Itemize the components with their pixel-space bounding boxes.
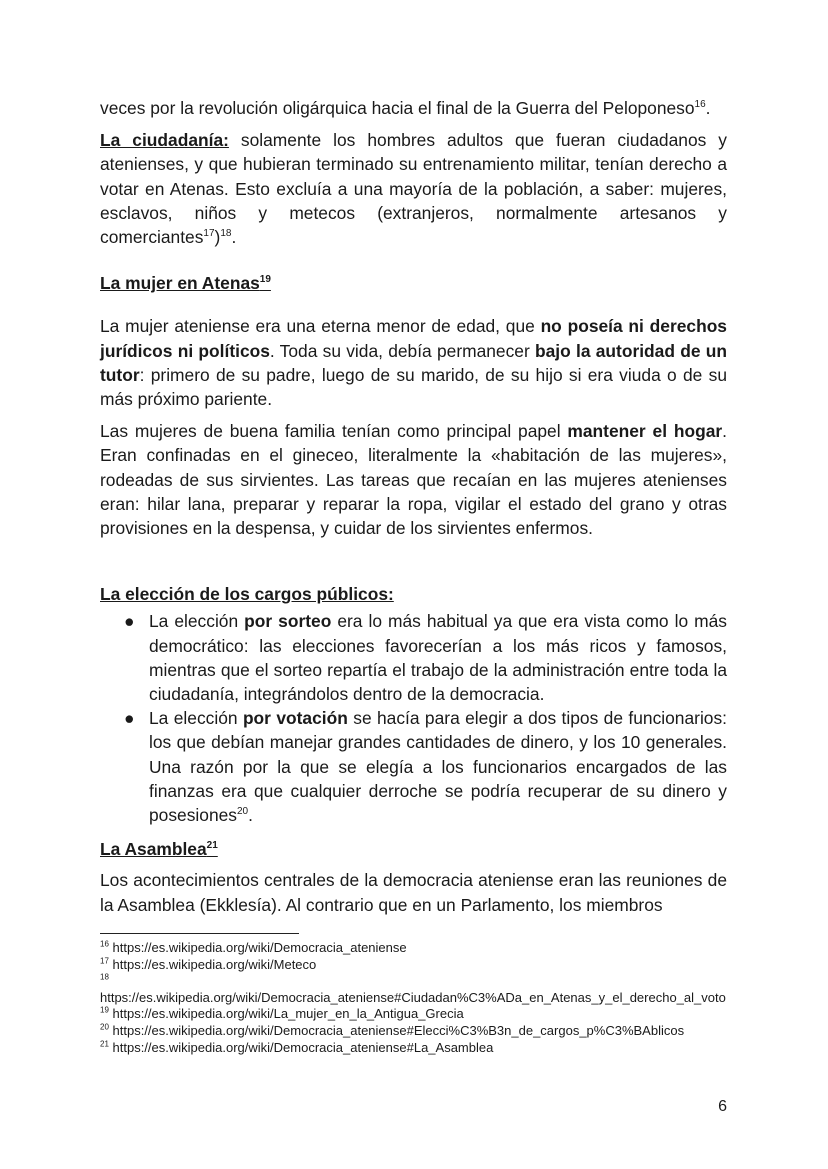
bold-span: mantener el hogar: [567, 421, 723, 442]
footnotes: [100, 940, 727, 1056]
paragraph-mujer-1: [100, 314, 727, 411]
text-span: La elección: [149, 611, 245, 632]
mujer-heading-text: La mujer en Atenas: [100, 273, 260, 294]
ciudadania-heading: La ciudadanía:: [100, 130, 229, 151]
paragraph-peloponeso: [100, 96, 727, 120]
footnote-link[interactable]: https://es.wikipedia.org/wiki/Democracia_ateniense#Elecci%C3%B3n_de_cargos_p%C3%BAblicos: [108, 1022, 685, 1038]
text-span: La mujer ateniense era una eterna menor de edad, que: [100, 316, 541, 337]
list-item: [100, 609, 727, 706]
page-number: 6: [718, 1098, 727, 1115]
footnote-link[interactable]: https://es.wikipedia.org/wiki/Meteco: [108, 956, 317, 972]
footnote-number: 20: [100, 1022, 109, 1032]
footnote-ref-21[interactable]: 21: [206, 840, 218, 852]
footnote-ref-18[interactable]: 18: [220, 228, 232, 240]
text-span: se hacía para elegir a dos tipos de funcionarios: los que debían manejar grandes cantidades de dinero, y los 10 generales. Una razón por la que se elegía a los funcionarios encargados de las finanzas era que cualquier derroche se podría recuperar de su dinero y posesiones: [149, 708, 728, 826]
bullet-icon: ●: [124, 611, 135, 632]
text-span: . Toda su vida, debía permanecer: [269, 340, 536, 361]
footnote-ref-20[interactable]: 20: [236, 806, 249, 818]
footnote-link[interactable]: https://es.wikipedia.org/wiki/Democracia_ateniense: [108, 940, 407, 955]
footnote-number: 19: [100, 1006, 109, 1016]
asamblea-heading-text: La Asamblea: [100, 839, 207, 860]
footnote-continued: [100, 990, 727, 1007]
footnote-number: 18: [100, 972, 109, 982]
footnote: [100, 1040, 727, 1057]
footnote: [100, 973, 727, 990]
footnote-ref-16[interactable]: 16: [694, 99, 706, 111]
text-span: era lo más habitual ya que era vista como lo más democrático: las elecciones favorecerían a los más ricos y famosos, mientras que el sorteo repartía el trabajo de la administración entre toda la ciudadanía, integrándolos dentro de la democracia.: [149, 611, 727, 705]
footnote: [100, 940, 727, 957]
footnote: [100, 1006, 727, 1023]
list-item: [100, 706, 727, 827]
bold-span: bajo la autoridad de un tutor: [100, 340, 727, 385]
paragraph-text: veces por la revolución oligárquica hacia el final de la Guerra del Peloponeso: [100, 98, 695, 118]
bold-span: por votación: [242, 708, 348, 729]
eleccion-list: [100, 609, 727, 827]
footnote-number: 21: [100, 1039, 109, 1049]
ciudadania-mid: ): [214, 227, 221, 248]
footnote-link[interactable]: https://es.wikipedia.org/wiki/Democracia_ateniense#Ciudadan%C3%ADa_en_Atenas_y_el_derecho_al_voto: [100, 989, 726, 1005]
footnote-number: 17: [100, 956, 109, 966]
footnote-link[interactable]: https://es.wikipedia.org/wiki/La_mujer_en_la_Antigua_Grecia: [108, 1006, 464, 1022]
page-body: [100, 96, 727, 917]
paragraph-asamblea: Los acontecimientos centrales de la democracia ateniense eran las reuniones de la Asamblea (Ekklesía). Al contrario que en un Parlamento, los miembros: [100, 870, 727, 915]
text-span: . Eran confinadas en el gineceo, literalmente la «habitación de las mujeres», rodeadas de sus sirvientes. Las tareas que recaían en las mujeres atenienses eran: hilar lana, preparar y reparar la ropa, vigilar el estado del grano y otras provisiones en la despensa, y cuidar de los sirvientes enfermos.: [100, 421, 727, 539]
paragraph-end: .: [705, 98, 711, 118]
text-span: La elección: [149, 708, 243, 729]
footnote-ref-19[interactable]: 19: [259, 274, 271, 286]
section-heading-eleccion: La elección de los cargos públicos:: [100, 584, 394, 605]
footnote-ref-17[interactable]: 17: [203, 228, 215, 240]
paragraph-ciudadania: [100, 128, 727, 249]
bold-span: no poseía ni derechos jurídicos ni políticos: [100, 316, 727, 361]
ciudadania-text: solamente los hombres adultos que fueran ciudadanos y atenienses, y que hubieran terminado su entrenamiento militar, tenían derecho a votar en Atenas. Esto excluía a una mayoría de la población, a saber: mujeres, esclavos, niños y metecos (extranjeros, normalmente artesanos y comerciantes: [100, 130, 727, 248]
paragraph-mujer-2: [100, 419, 727, 540]
bold-span: por sorteo: [244, 611, 332, 632]
footnote-separator: [100, 933, 299, 934]
text-span: Las mujeres de buena familia tenían como principal papel: [100, 421, 568, 442]
section-heading-mujer: [100, 271, 727, 295]
ciudadania-end: .: [231, 227, 237, 248]
bullet-icon: ●: [124, 708, 135, 729]
footnote-number: 16: [100, 939, 109, 949]
footnote-link[interactable]: https://es.wikipedia.org/wiki/Democracia_ateniense#La_Asamblea: [108, 1039, 494, 1055]
text-span: .: [248, 805, 253, 826]
footnote: [100, 957, 727, 974]
footnote: [100, 1023, 727, 1040]
text-span: : primero de su padre, luego de su marido, de su hijo si era viuda o de su más próximo pariente.: [100, 364, 727, 410]
section-heading-asamblea: [100, 837, 727, 861]
